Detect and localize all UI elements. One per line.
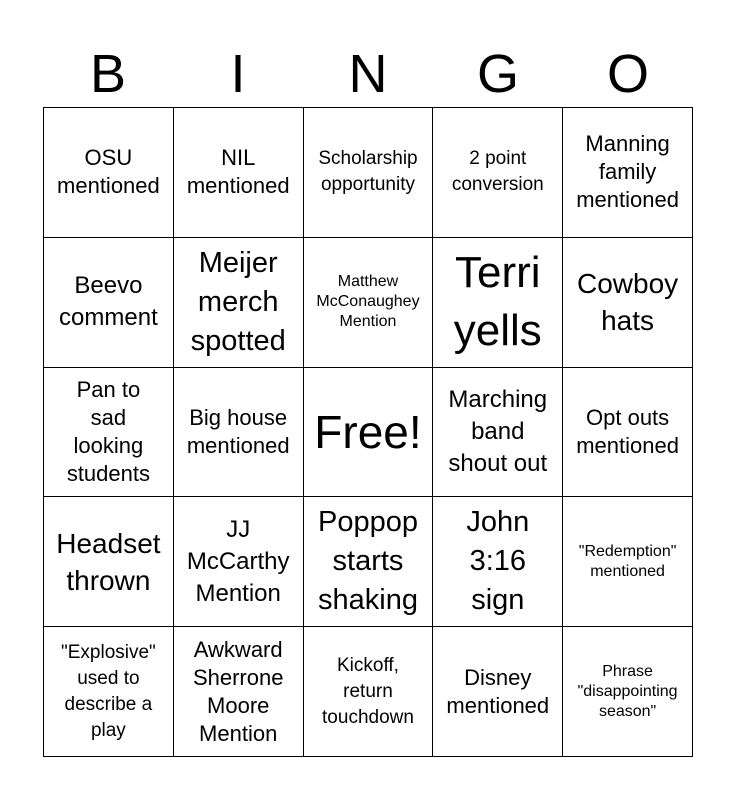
- bingo-cell-4-5[interactable]: [563, 497, 693, 627]
- header-letter-i: I: [230, 44, 246, 104]
- bingo-cell-1-3[interactable]: [304, 108, 434, 238]
- cell-text: OSU mentioned: [57, 145, 160, 199]
- cell-text: Scholarship opportunity: [318, 148, 418, 196]
- cell-text: JJ McCarthy Mention: [186, 515, 290, 607]
- bingo-cell-2-1[interactable]: [44, 238, 174, 368]
- bingo-cell-2-5[interactable]: [563, 238, 693, 368]
- bingo-cell-4-1[interactable]: [44, 497, 174, 627]
- cell-text: John 3:16 sign: [466, 506, 530, 617]
- bingo-cell-1-1[interactable]: [44, 108, 174, 238]
- header-letter-b: B: [89, 44, 127, 104]
- cell-text: Phrase "disappointing season": [577, 662, 678, 720]
- cell-text: Kickoff, return touchdown: [322, 654, 414, 728]
- bingo-cell-5-4[interactable]: [433, 627, 563, 757]
- bingo-cell-5-3[interactable]: [304, 627, 434, 757]
- cell-text: Awkward Sherrone Moore Mention: [192, 636, 284, 746]
- bingo-cell-2-2[interactable]: [174, 238, 304, 368]
- bingo-cell-5-1[interactable]: [44, 627, 174, 757]
- cell-text: Meijer merch spotted: [190, 246, 286, 357]
- bingo-cell-4-4[interactable]: [433, 497, 563, 627]
- bingo-cell-2-4[interactable]: [433, 238, 563, 368]
- header-letter-g: G: [476, 44, 519, 104]
- bingo-cell-2-3[interactable]: [304, 238, 434, 368]
- cell-text: Free!: [314, 405, 422, 458]
- bingo-cell-4-3[interactable]: [304, 497, 434, 627]
- bingo-cell-3-1[interactable]: [44, 368, 174, 498]
- bingo-cell-3-5[interactable]: [563, 368, 693, 498]
- cell-text: Manning family mentioned: [576, 131, 679, 213]
- bingo-cell-4-2[interactable]: [174, 497, 304, 627]
- bingo-cell-5-5[interactable]: [563, 627, 693, 757]
- bingo-cell-5-2[interactable]: [174, 627, 304, 757]
- cell-text: 2 point conversion: [451, 148, 544, 196]
- bingo-cell-1-4[interactable]: [433, 108, 563, 238]
- cell-text: Poppop starts shaking: [317, 506, 418, 617]
- bingo-cell-3-4[interactable]: [433, 368, 563, 498]
- cell-text: Marching band shout out: [448, 385, 548, 477]
- cell-text: Opt outs mentioned: [576, 404, 679, 458]
- cell-text: Terri yells: [453, 248, 542, 356]
- cell-text: Big house mentioned: [186, 404, 290, 458]
- bingo-board: [43, 107, 693, 757]
- bingo-cell-1-2[interactable]: [174, 108, 304, 238]
- cell-text: Pan to sad looking students: [66, 376, 150, 486]
- cell-text: "Explosive" used to describe a play: [60, 641, 156, 741]
- bingo-cell-1-5[interactable]: [563, 108, 693, 238]
- bingo-cell-3-2[interactable]: [174, 368, 304, 498]
- cell-text: Matthew McConaughey Mention: [316, 273, 420, 331]
- cell-text: Headset thrown: [56, 527, 161, 596]
- cell-text: Beevo comment: [59, 272, 158, 332]
- cell-text: NIL mentioned: [186, 145, 290, 199]
- cell-text: Cowboy hats: [577, 268, 679, 337]
- cell-text: "Redemption" mentioned: [578, 542, 677, 580]
- bingo-cell-3-3[interactable]: [304, 368, 434, 498]
- header-letter-n: N: [348, 44, 388, 104]
- cell-text: Disney mentioned: [446, 664, 550, 718]
- header-letter-o: O: [606, 44, 649, 104]
- bingo-header: [43, 40, 693, 108]
